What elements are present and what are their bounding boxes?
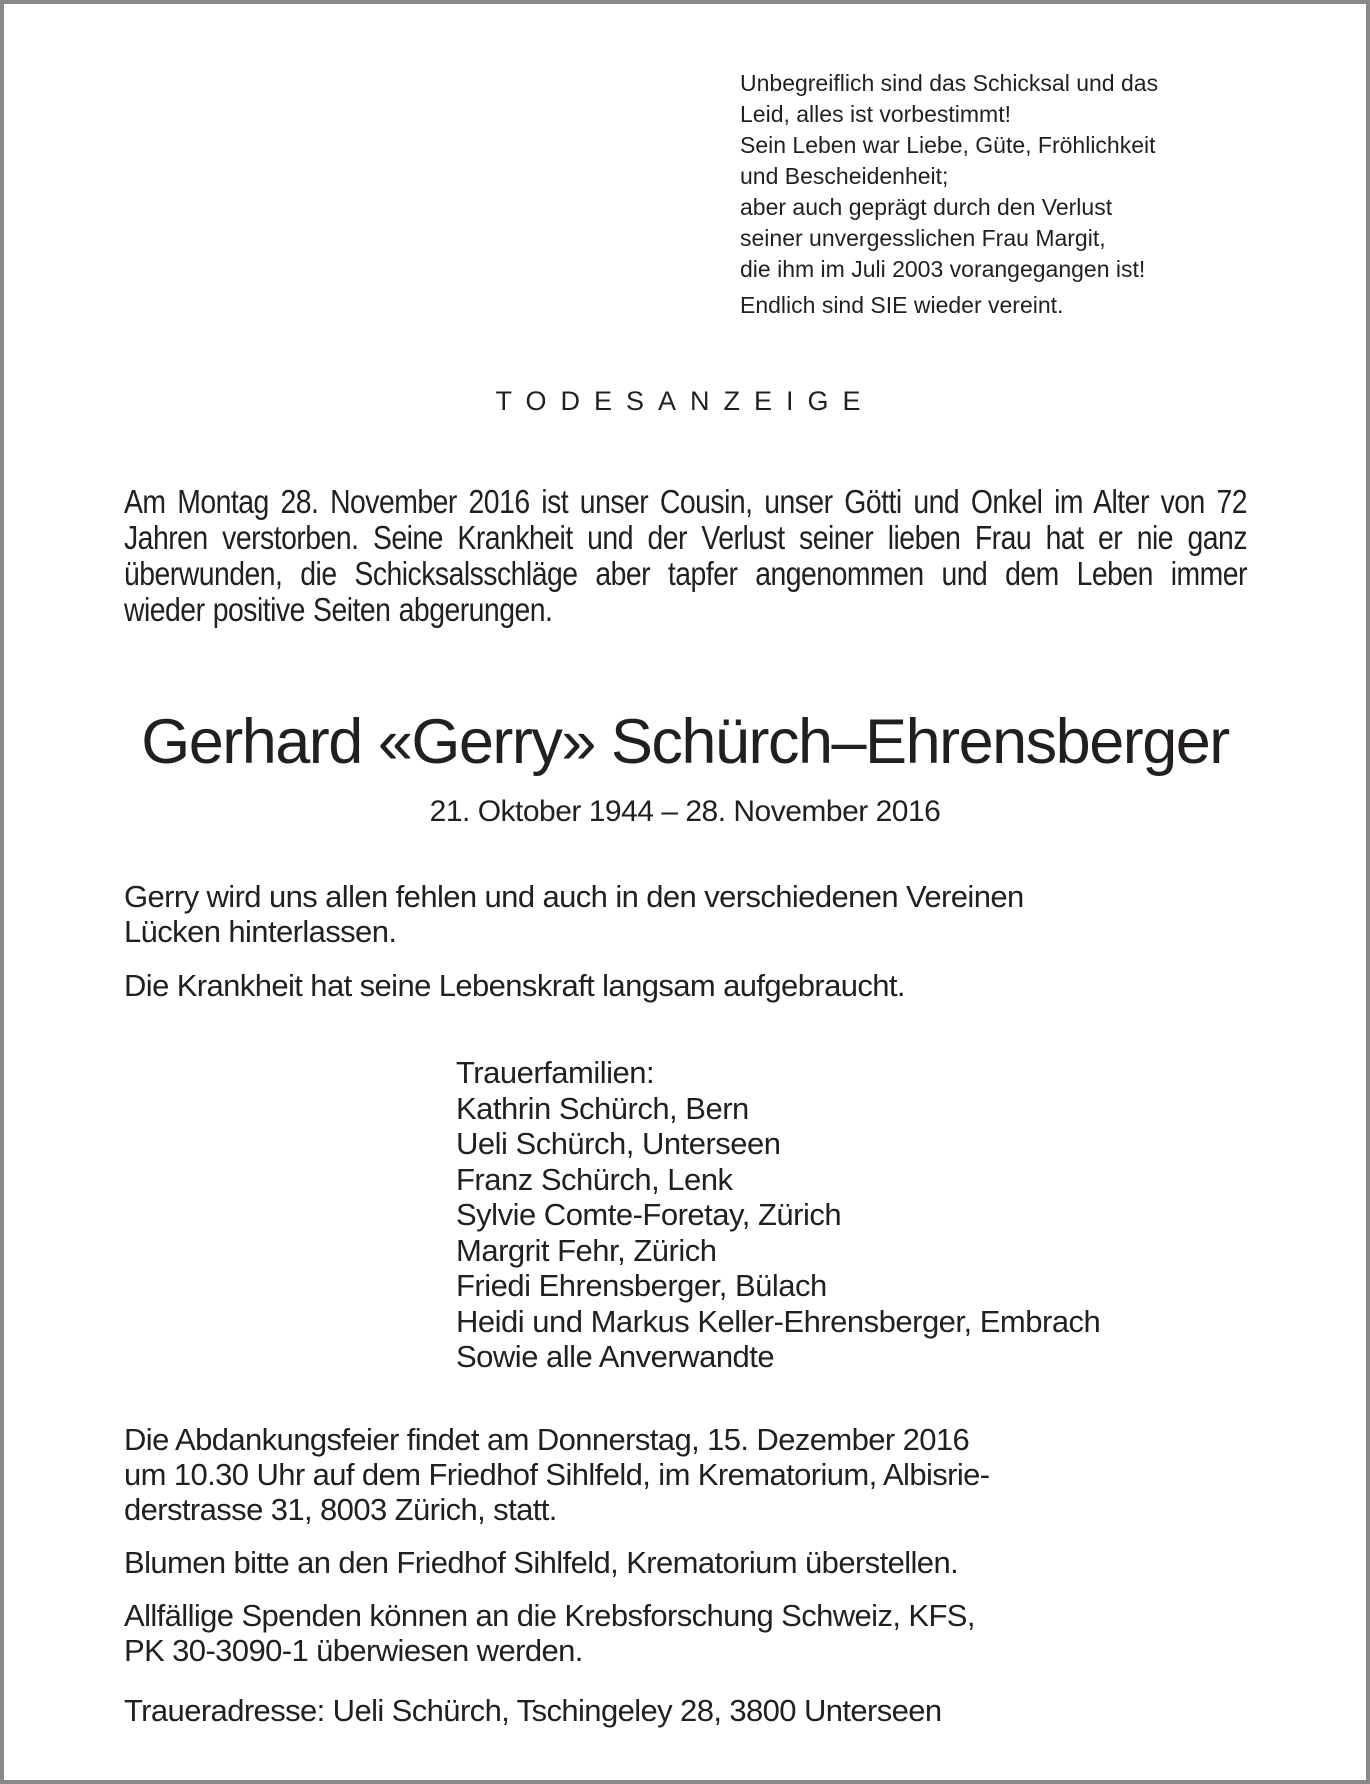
- motto-line: Leid, alles ist vorbestimmt!: [740, 101, 1011, 127]
- mourner-item: Sowie alle Anverwandte: [456, 1339, 775, 1374]
- motto-line: Unbegreiflich sind das Schicksal und das: [740, 70, 1159, 96]
- mourning-address: Traueradresse: Ueli Schürch, Tschingeley 28, 3800 Unterseen: [124, 1693, 942, 1728]
- paragraph-line: Gerry wird uns allen fehlen und auch in den verschiedenen Vereinen: [124, 879, 1024, 914]
- deceased-name: Gerhard «Gerry» Schürch–Ehrensberger: [141, 707, 1229, 777]
- paragraph-line: derstrasse 31, 8003 Zürich, statt.: [124, 1492, 557, 1527]
- mourner-item: Sylvie Comte-Foretay, Zürich: [456, 1197, 842, 1232]
- motto-line: aber auch geprägt durch den Verlust: [740, 194, 1113, 220]
- intro-text: Am Montag 28. November 2016 ist unser Cousin, unser Götti und Onkel im Alter von 72 Jahren verstorben. Seine Krankheit und der Verlust seiner lieben Frau hat er nie ganz überwunden, die Schicksalsschläge aber tapfer angenommen und dem Leben immer wieder positive Seiten abgerungen.: [124, 483, 1247, 628]
- motto-line: und Bescheidenheit;: [740, 163, 949, 189]
- mourner-item: Kathrin Schürch, Bern: [456, 1090, 749, 1126]
- illness-paragraph: Die Krankheit hat seine Lebenskraft langsam aufgebraucht.: [124, 968, 905, 1003]
- motto-verse: [740, 68, 1260, 321]
- paragraph-line: Lücken hinterlassen.: [124, 914, 397, 949]
- donations-paragraph: [124, 1598, 1254, 1668]
- paragraph-line: um 10.30 Uhr auf dem Friedhof Sihlfeld, im Krematorium, Albisrie-: [124, 1457, 990, 1492]
- mourner-item: Margrit Fehr, Zürich: [456, 1232, 717, 1268]
- paragraph-line: Allfällige Spenden können an die Krebsforschung Schweiz, KFS,: [124, 1598, 975, 1633]
- paragraph-line: Die Abdankungsfeier findet am Donnerstag, 15. Dezember 2016: [124, 1422, 970, 1457]
- ceremony-paragraph: [124, 1422, 1254, 1527]
- intro-paragraph: [124, 484, 1247, 628]
- mourners-list: [456, 1055, 1100, 1375]
- life-dates: 21. Oktober 1944 – 28. November 2016: [429, 795, 941, 828]
- mourner-item: Franz Schürch, Lenk: [456, 1161, 733, 1197]
- paragraph-line: PK 30-3090-1 überwiesen werden.: [124, 1633, 583, 1668]
- mourner-item: Ueli Schürch, Unterseen: [456, 1126, 781, 1161]
- motto-line: Sein Leben war Liebe, Güte, Fröhlichkeit: [740, 132, 1156, 158]
- page-heading: TODESANZEIGE: [495, 386, 875, 416]
- motto-line: die ihm im Juli 2003 vorangegangen ist!: [740, 256, 1146, 282]
- mourner-item: Heidi und Markus Keller-Ehrensberger, Embrach: [456, 1303, 1101, 1339]
- mourner-item: Friedi Ehrensberger, Bülach: [456, 1268, 827, 1303]
- mourners-label: Trauerfamilien:: [456, 1055, 655, 1090]
- motto-line: seiner unvergesslichen Frau Margit,: [740, 225, 1106, 251]
- motto-closing: Endlich sind SIE wieder vereint.: [740, 292, 1064, 318]
- missed-paragraph: [124, 879, 1254, 949]
- flowers-paragraph: Blumen bitte an den Friedhof Sihlfeld, Krematorium überstellen.: [124, 1545, 959, 1580]
